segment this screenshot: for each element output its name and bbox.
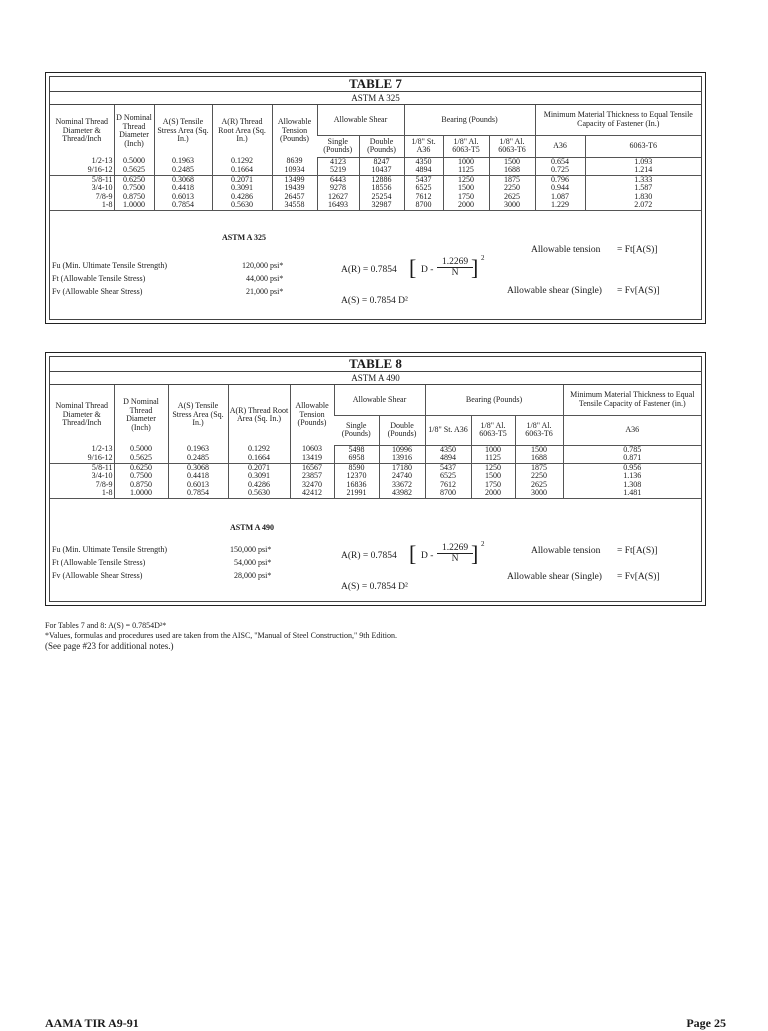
table-row (50, 489, 701, 498)
table-cell: 1875 (515, 463, 563, 472)
table-cell: 0.2071 (228, 463, 290, 472)
table-cell: 33672 (379, 481, 425, 490)
table-cell: 12627 (317, 193, 359, 202)
table-cell: 0.3091 (212, 184, 272, 193)
table-cell: 21991 (334, 489, 379, 498)
table-cell: 8700 (425, 489, 471, 498)
tension-rhs: = Ft[A(S)] (617, 245, 658, 255)
header-a36: A36 (535, 135, 585, 157)
table-cell: 2000 (471, 489, 515, 498)
table-cell: 0.6250 (114, 175, 154, 184)
fv-value: 21,000 psi* (246, 287, 284, 296)
table-row (50, 445, 701, 454)
header-as: A(S) Tensile Stress Area (Sq. In.) (168, 385, 228, 445)
table-7-subtitle: ASTM A 325 (50, 92, 701, 105)
table-cell: 0.7854 (154, 201, 212, 210)
table-8-frame (49, 356, 702, 602)
table-cell: 3000 (515, 489, 563, 498)
header-single: Single (Pounds) (334, 415, 379, 445)
table-cell: 8247 (359, 157, 404, 166)
table-cell: 0.871 (563, 454, 701, 463)
fv-label: Fv (Allowable Shear Stress) (52, 571, 143, 580)
table-cell: 1125 (471, 454, 515, 463)
table-cell: 1.0000 (114, 489, 168, 498)
table-cell: 1.214 (585, 166, 701, 175)
table-cell: 18556 (359, 184, 404, 193)
table-cell: 4123 (317, 157, 359, 166)
header-ar: A(R) Thread Root Area (Sq. In.) (212, 105, 272, 157)
table-cell: 1/2-13 (91, 157, 113, 166)
table-cell: 0.1292 (212, 157, 272, 166)
table-cell: 2.072 (585, 201, 701, 210)
table-cell: 17180 (379, 463, 425, 472)
fraction-numerator: 1.2269 (437, 257, 473, 268)
table-7-box (45, 72, 706, 324)
table-cell: 16493 (317, 201, 359, 210)
header-al-t6: 1/8" Al. 6063-T6 (515, 415, 563, 445)
header-al-t5: 1/8" Al. 6063-T5 (471, 415, 515, 445)
header-a36: A36 (563, 415, 701, 445)
header-d: D Nominal Thread Diameter (Inch) (114, 105, 154, 157)
ft-value: 54,000 psi* (234, 558, 272, 567)
header-allow-shear: Allowable Shear (334, 385, 425, 415)
ft-value: 44,000 psi* (246, 274, 284, 283)
table-cell: 1.481 (563, 489, 701, 498)
as-formula: A(S) = 0.7854 D² (341, 582, 408, 592)
table-cell: 1.229 (535, 201, 585, 210)
header-t6: 6063-T6 (585, 135, 701, 157)
header-nominal: Nominal Thread Diameter & Thread/Inch (55, 401, 108, 428)
table-cell: 12370 (334, 472, 379, 481)
table-cell: 1250 (443, 175, 489, 184)
table-cell: 5437 (425, 463, 471, 472)
shear-rhs: = Fv[A(S)] (617, 286, 660, 296)
as-formula: A(S) = 0.7854 D² (341, 296, 408, 306)
table-cell: 0.4418 (168, 472, 228, 481)
table-cell: 1000 (471, 445, 515, 454)
table-7-frame (49, 76, 702, 320)
header-min-material: Minimum Material Thickness to Equal Tensile Capacity of Fastener (In.) (535, 105, 701, 135)
table-cell: 1688 (489, 166, 535, 175)
table-cell: 42412 (290, 489, 334, 498)
table-cell: 1.0000 (114, 201, 154, 210)
table-cell: 7/8-9 (95, 192, 113, 201)
table-cell: 1.587 (585, 184, 701, 193)
table-cell: 3/4-10 (91, 472, 113, 480)
shear-rhs: = Fv[A(S)] (617, 572, 660, 582)
table-cell: 0.5000 (114, 157, 154, 166)
fu-label: Fu (Min. Ultimate Tensile Strength) (52, 261, 168, 270)
note-line-3: (See page #23 for additional notes.) (45, 641, 174, 651)
table-cell: 1.830 (585, 193, 701, 202)
table-cell: 3/4-10 (91, 184, 113, 192)
bracket-left: [ (409, 541, 417, 566)
exponent: 2 (481, 254, 485, 262)
table-row (50, 472, 701, 481)
table-cell: 0.6013 (154, 193, 212, 202)
table-cell: 0.2485 (154, 166, 212, 175)
table-cell: 1750 (443, 193, 489, 202)
table-cell: 7612 (425, 481, 471, 490)
header-as: A(S) Tensile Stress Area (Sq. In.) (154, 105, 212, 157)
header-bearing: Bearing (Pounds) (404, 105, 535, 135)
table-cell: 0.5625 (114, 166, 154, 175)
table-cell: 1.333 (585, 175, 701, 184)
table-cell: 16567 (290, 463, 334, 472)
header-st: 1/8" St. A36 (404, 135, 443, 157)
tension-rhs: = Ft[A(S)] (617, 546, 658, 556)
table-cell: 2625 (515, 481, 563, 490)
table-row (50, 463, 701, 472)
header-al-t5: 1/8" Al. 6063-T5 (443, 135, 489, 157)
fu-value: 150,000 psi* (230, 545, 272, 554)
table-cell: 32470 (290, 481, 334, 490)
table-cell: 1500 (489, 157, 535, 166)
table-cell: 5437 (404, 175, 443, 184)
tension-label: Allowable tension (531, 546, 601, 556)
table-cell: 1500 (471, 472, 515, 481)
table-cell: 0.3068 (168, 463, 228, 472)
table-cell: 1500 (515, 445, 563, 454)
table-cell: 0.796 (535, 175, 585, 184)
header-st: 1/8" St. A36 (425, 415, 471, 445)
table-cell: 6525 (404, 184, 443, 193)
table-cell: 1.087 (535, 193, 585, 202)
table-cell: 8639 (272, 157, 317, 166)
table-cell: 1750 (471, 481, 515, 490)
table-cell: 10934 (272, 166, 317, 175)
table-cell: 10437 (359, 166, 404, 175)
table-cell: 0.1664 (228, 454, 290, 463)
ft-label: Ft (Allowable Tensile Stress) (52, 558, 146, 567)
table-cell: 4350 (404, 157, 443, 166)
table-cell: 23857 (290, 472, 334, 481)
table-cell: 0.5630 (212, 201, 272, 210)
table-7-std-label: ASTM A 325 (222, 233, 267, 242)
table-8-grid (50, 385, 701, 499)
ar-formula-prefix: A(R) = 0.7854 (341, 265, 397, 275)
table-cell: 0.7854 (168, 489, 228, 498)
shear-label: Allowable shear (Single) (507, 286, 602, 296)
table-cell: 0.5625 (114, 454, 168, 463)
table-cell: 3000 (489, 201, 535, 210)
table-cell: 0.1664 (212, 166, 272, 175)
table-cell: 1125 (443, 166, 489, 175)
table-cell: 2625 (489, 193, 535, 202)
table-cell: 4350 (425, 445, 471, 454)
header-bearing: Bearing (Pounds) (425, 385, 563, 415)
table-cell: 13419 (290, 454, 334, 463)
fraction-denominator: N (451, 268, 459, 278)
table-cell: 1875 (489, 175, 535, 184)
table-cell: 2250 (489, 184, 535, 193)
table-cell: 9278 (317, 184, 359, 193)
table-cell: 1000 (443, 157, 489, 166)
bracket-right: ] (471, 255, 479, 280)
fraction (437, 257, 473, 278)
table-cell: 1-8 (50, 489, 114, 498)
table-cell: 0.654 (535, 157, 585, 166)
table-cell: 1.136 (563, 472, 701, 481)
fraction-numerator: 1.2269 (437, 543, 473, 554)
fu-label: Fu (Min. Ultimate Tensile Strength) (52, 545, 168, 554)
table-8-title: TABLE 8 (50, 357, 701, 372)
table-cell: 7612 (404, 193, 443, 202)
header-al-t6: 1/8" Al. 6063-T6 (489, 135, 535, 157)
table-row (50, 454, 701, 463)
table-row (50, 157, 701, 166)
header-double: Double (Pounds) (379, 415, 425, 445)
ft-label: Ft (Allowable Tensile Stress) (52, 274, 146, 283)
table-cell: 0.3068 (154, 175, 212, 184)
header-nominal: Nominal Thread Diameter & Thread/Inch (55, 117, 108, 144)
fu-value: 120,000 psi* (242, 261, 284, 270)
table-cell: 0.4286 (212, 193, 272, 202)
shear-label: Allowable shear (Single) (507, 572, 602, 582)
table-7-grid (50, 105, 701, 211)
tension-label: Allowable tension (531, 245, 601, 255)
table-cell: 0.2071 (212, 175, 272, 184)
table-cell: 5/8-11 (50, 463, 114, 472)
table-cell: 5/8-11 (50, 175, 114, 184)
table-8-std-label: ASTM A 490 (230, 523, 275, 532)
ar-formula-prefix: A(R) = 0.7854 (341, 551, 397, 561)
table-cell: 0.2485 (168, 454, 228, 463)
table-cell: 0.5630 (228, 489, 290, 498)
header-allow-shear: Allowable Shear (317, 105, 404, 135)
table-cell: 13499 (272, 175, 317, 184)
table-cell: 26457 (272, 193, 317, 202)
table-cell: 1.093 (585, 157, 701, 166)
table-cell: 16836 (334, 481, 379, 490)
header-single: Single (Pounds) (317, 135, 359, 157)
table-cell: 0.725 (535, 166, 585, 175)
table-cell: 34558 (272, 201, 317, 210)
header-allow-tension: Allowable Tension (Pounds) (290, 385, 334, 445)
bracket-right: ] (471, 541, 479, 566)
table-cell: 0.4286 (228, 481, 290, 490)
table-7-title: TABLE 7 (50, 77, 701, 92)
fv-label: Fv (Allowable Shear Stress) (52, 287, 143, 296)
note-line-1: For Tables 7 and 8: A(S) = 0.7854D²* (45, 621, 167, 630)
table-cell: 0.6013 (168, 481, 228, 490)
table-cell: 6958 (334, 454, 379, 463)
header-double: Double (Pounds) (359, 135, 404, 157)
footer-doc-id: AAMA TIR A9-91 (45, 1016, 139, 1030)
table-cell: 5219 (317, 166, 359, 175)
table-cell: 7/8-9 (95, 480, 113, 489)
bracket-left: [ (409, 255, 417, 280)
table-row (50, 201, 701, 210)
header-ar: A(R) Thread Root Area (Sq. In.) (228, 385, 290, 445)
table-cell: 0.5000 (114, 445, 168, 454)
table-cell: 5498 (334, 445, 379, 454)
table-cell: 0.7500 (114, 184, 154, 193)
table-cell: 10603 (290, 445, 334, 454)
table-cell: 0.8750 (114, 481, 168, 490)
table-cell: 0.1963 (154, 157, 212, 166)
table-cell: 0.3091 (228, 472, 290, 481)
table-8-box (45, 352, 706, 606)
notes (45, 621, 397, 651)
table-cell: 0.785 (563, 445, 701, 454)
table-cell: 0.8750 (114, 193, 154, 202)
table-cell: 6525 (425, 472, 471, 481)
fv-value: 28,000 psi* (234, 571, 272, 580)
table-cell: 12886 (359, 175, 404, 184)
table-cell: 9/16-12 (87, 454, 113, 462)
table-row (50, 184, 701, 193)
table-cell: 19439 (272, 184, 317, 193)
table-row (50, 166, 701, 175)
table-cell: 43982 (379, 489, 425, 498)
fraction-denominator: N (451, 554, 459, 564)
table-row (50, 481, 701, 490)
table-cell: 0.956 (563, 463, 701, 472)
table-cell: 1.308 (563, 481, 701, 490)
table-cell: 13916 (379, 454, 425, 463)
table-cell: 1250 (471, 463, 515, 472)
d-minus: D - (421, 265, 434, 275)
table-cell: 6443 (317, 175, 359, 184)
table-cell: 0.4418 (154, 184, 212, 193)
table-cell: 4894 (404, 166, 443, 175)
d-minus: D - (421, 551, 434, 561)
table-cell: 0.944 (535, 184, 585, 193)
table-cell: 2000 (443, 201, 489, 210)
header-d: D Nominal Thread Diameter (Inch) (114, 385, 168, 445)
table-cell: 1-8 (50, 201, 114, 210)
table-cell: 4894 (425, 454, 471, 463)
header-allow-tension: Allowable Tension (Pounds) (272, 105, 317, 157)
table-cell: 24740 (379, 472, 425, 481)
table-8-subtitle: ASTM A 490 (50, 372, 701, 385)
header-min-material: Minimum Material Thickness to Equal Tensile Capacity of Fastener (in.) (563, 385, 701, 415)
table-cell: 10996 (379, 445, 425, 454)
table-cell: 25254 (359, 193, 404, 202)
table-cell: 9/16-12 (87, 166, 113, 174)
table-cell: 1/2-13 (91, 445, 113, 454)
note-line-2: *Values, formulas and procedures used are taken from the AISC, "Manual of Steel Construction," 9th Edition. (45, 631, 398, 640)
table-cell: 1688 (515, 454, 563, 463)
table-cell: 1500 (443, 184, 489, 193)
table-cell: 2250 (515, 472, 563, 481)
table-cell: 0.6250 (114, 463, 168, 472)
fraction (437, 543, 473, 564)
table-row (50, 193, 701, 202)
table-row (50, 175, 701, 184)
table-cell: 0.1963 (168, 445, 228, 454)
table-cell: 0.1292 (228, 445, 290, 454)
table-cell: 0.7500 (114, 472, 168, 481)
footer-page-number: Page 25 (686, 1016, 726, 1030)
table-cell: 32987 (359, 201, 404, 210)
table-cell: 8590 (334, 463, 379, 472)
exponent: 2 (481, 540, 485, 548)
table-cell: 8700 (404, 201, 443, 210)
